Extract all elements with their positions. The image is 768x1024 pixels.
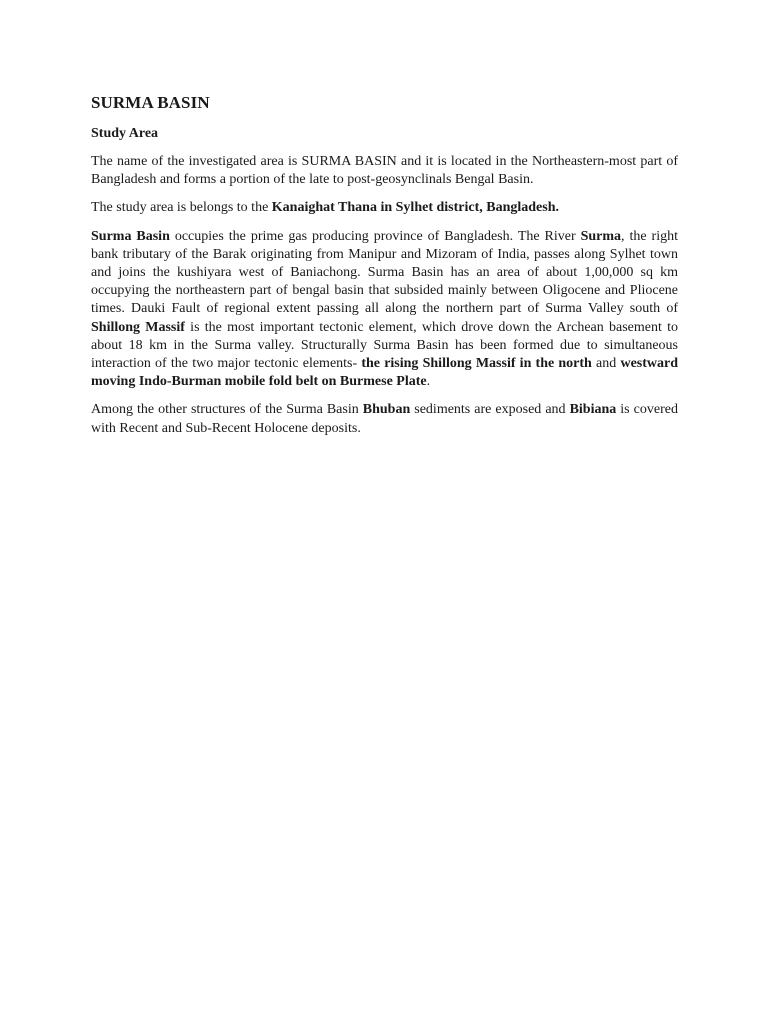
paragraph-text: sediments are exposed and [410,402,570,418]
section-heading-study-area: Study Area [91,126,159,141]
term-surma-basin: Surma Basin [91,228,170,244]
paragraph-text: . [426,374,431,390]
term-indo-burman-fold-belt: westward moving Indo-Burman mobile fold belt on Burmese Plate [91,356,678,390]
term-bibiana: Bibiana [569,402,617,418]
paragraph-study-area [91,199,678,217]
term-shillong-massif: Shillong Massif [91,319,185,335]
paragraph-text: , the right bank tributary of the Barak originating from Manipur and Mizoram of India, passes along Sylhet town and joins the kushiyara west of Baniachong. Surma Basin has an area of about 1,00,000 sq km occupying the northeastern part of bengal basin that subsided mainly between Oligocene and Pliocene times. Dauki Fault of regional extent passing all along the northern part of Surma Valley south of [91,228,678,317]
paragraph-study-area-text: The study area is belongs to the [91,200,272,216]
document-page [91,92,678,448]
term-bhuban: Bhuban [362,402,411,418]
term-surma: Surma [580,228,622,244]
paragraph-structures [91,401,678,437]
paragraph-location: The name of the investigated area is SURMA BASIN and it is located in the Northeastern-most part of Bangladesh and forms a portion of the late to post-geosynclinals Bengal Basin. [91,154,678,188]
paragraph-surma-basin [91,228,678,392]
document-title: SURMA BASIN [91,93,210,112]
paragraph-text: and [591,356,621,372]
paragraph-text: Among the other structures of the Surma Basin [91,402,363,418]
paragraph-text: is the most important tectonic element, which drove down the Archean basement to about 18 km in the Surma valley. Structurally Surma Basin has been formed due to simultaneous interaction of the two major tectonic elements- [91,319,678,372]
paragraph-text: occupies the prime gas producing province of Bangladesh. The River [169,228,581,244]
term-rising-shillong-massif: the rising Shillong Massif in the north [361,356,592,372]
paragraph-study-area-bold: Kanaighat Thana in Sylhet district, Bangladesh. [271,200,559,216]
paragraph-text: is covered with Recent and Sub-Recent Holocene deposits. [91,402,678,436]
